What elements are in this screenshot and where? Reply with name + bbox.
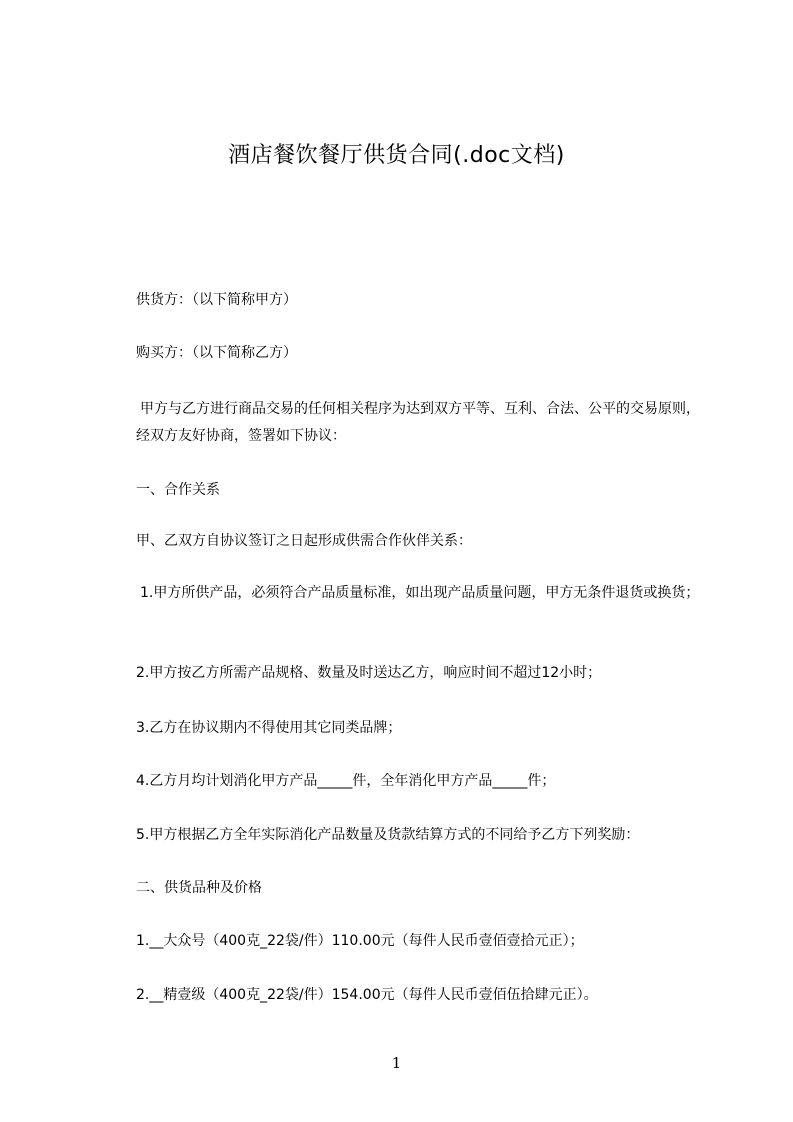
intro-paragraph: 甲方与乙方进行商品交易的任何相关程序为达到双方平等、互利、合法、公平的交易原则，经双方友好协商，签署如下协议： [136, 401, 700, 444]
clause-4: 4.乙方月均计划消化甲方产品_____件，全年消化甲方产品_____件； [136, 773, 556, 789]
price-item-2: 2.__精壹级（400克_22袋/件）154.00元（每件人民币壹佰伍拾肆元正）。 [136, 987, 598, 1003]
clause-1: 1.甲方所供产品，必须符合产品质量标准，如出现产品质量问题，甲方无条件退货或换货； [140, 585, 700, 601]
clause-2: 2.甲方按乙方所需产品规格、数量及时送达乙方，响应时间不超过12小时； [136, 665, 602, 681]
price-item-1: 1.__大众号（400克_22袋/件）110.00元（每件人民币壹佰壹拾元正）； [136, 933, 584, 949]
clause-5: 5.甲方根据乙方全年实际消化产品数量及货款结算方式的不同给予乙方下列奖励： [136, 827, 640, 843]
page-number: 1 [391, 1054, 402, 1072]
section2-heading: 二、供货品种及价格 [136, 880, 262, 896]
buyer-line: 购买方：（以下简称乙方） [136, 345, 297, 361]
section1-heading: 一、合作关系 [136, 482, 220, 498]
document-title: 酒店餐饮餐厅供货合同(.doc文档) [228, 143, 565, 168]
section1-lead: 甲、乙双方自协议签订之日起形成供需合作伙伴关系： [136, 533, 472, 549]
supplier-line: 供货方：（以下简称甲方） [136, 292, 297, 308]
clause-3: 3.乙方在协议期内不得使用其它同类品牌； [136, 720, 402, 736]
